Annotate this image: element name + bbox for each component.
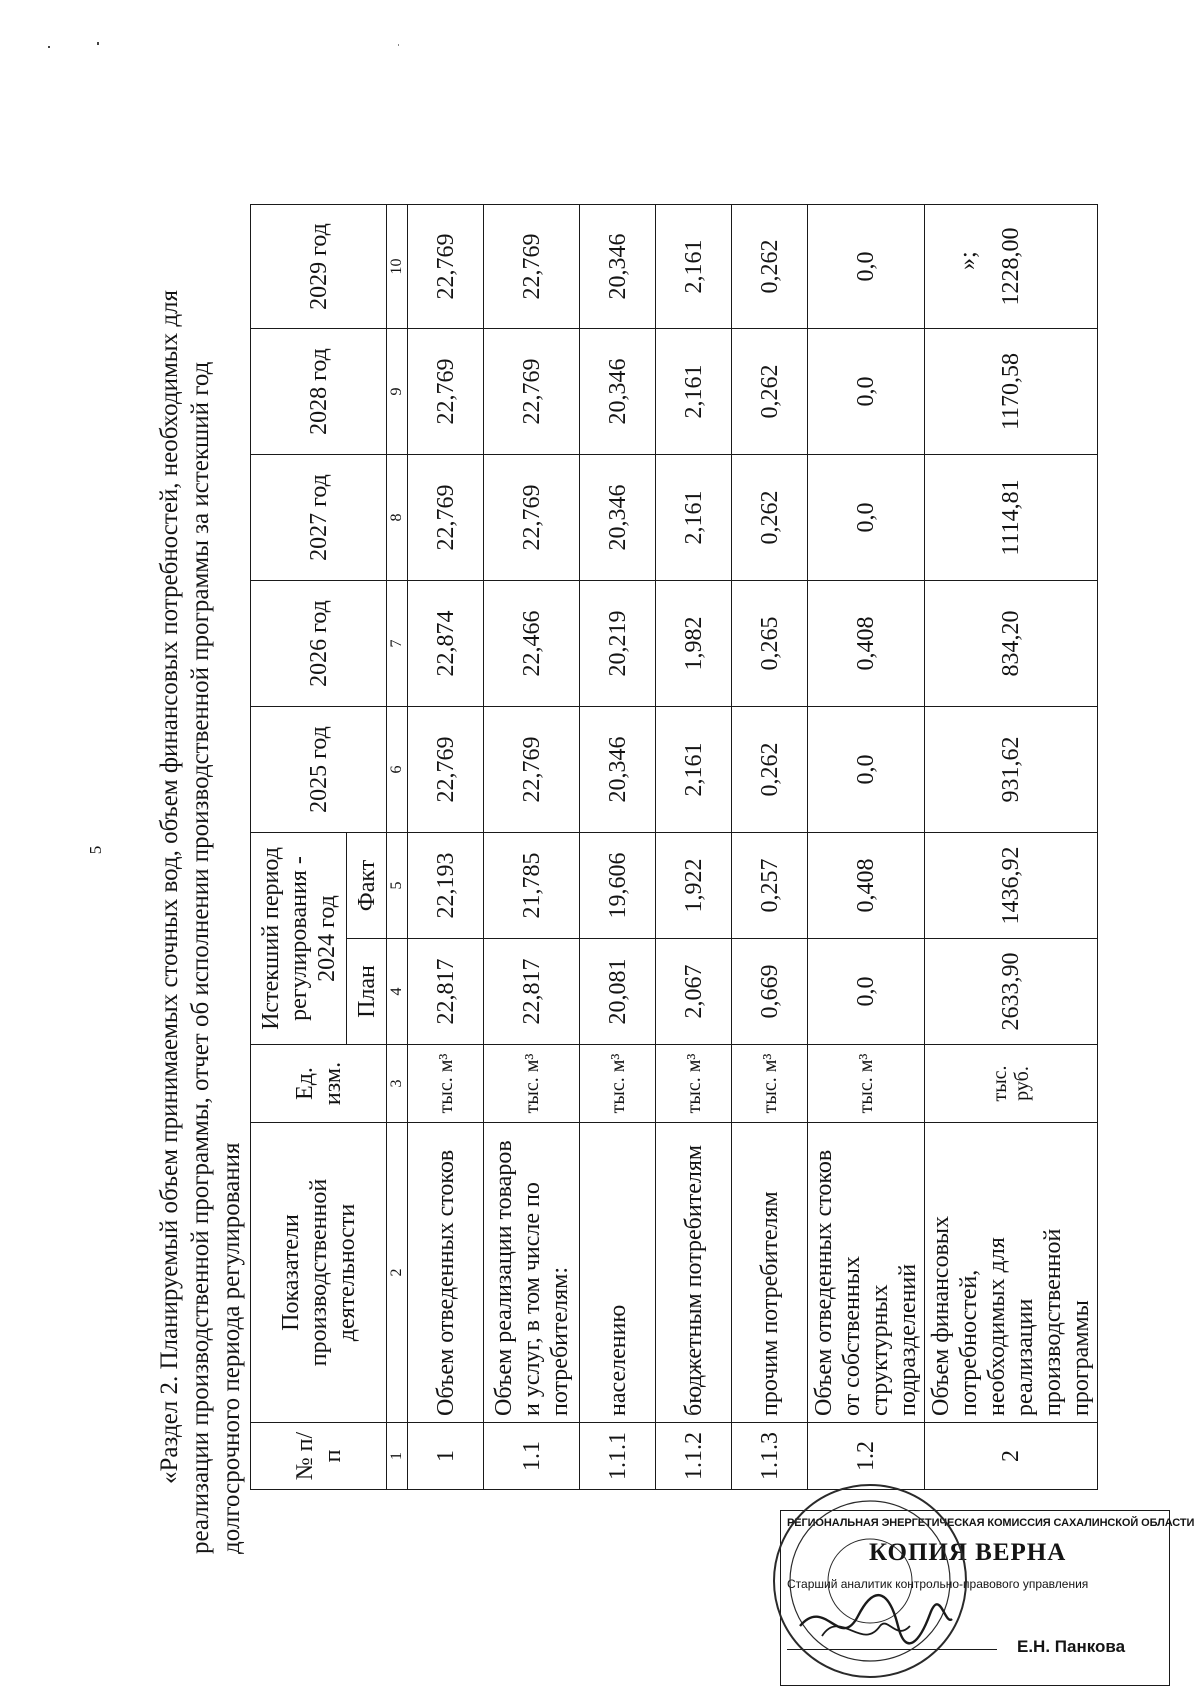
row-unit: тыс. м³ bbox=[656, 1045, 732, 1123]
cell-2026: 1,982 bbox=[656, 580, 732, 706]
certification-stamp bbox=[780, 1510, 1195, 1686]
cell-2025: 2,161 bbox=[656, 706, 732, 832]
row-unit: тыс. м³ bbox=[580, 1045, 656, 1123]
header-year-2025: 2025 год bbox=[251, 706, 387, 832]
header-unit: Ед. изм. bbox=[251, 1045, 387, 1123]
page-number: 5 bbox=[86, 845, 105, 855]
closing-quote-mark: »; bbox=[955, 251, 981, 270]
rotated-content bbox=[110, 90, 1094, 1610]
cell-plan: 2633,90 bbox=[925, 939, 1098, 1045]
column-number: 4 bbox=[387, 939, 408, 1045]
table-row bbox=[925, 204, 1098, 1489]
header-num: № п/п bbox=[251, 1423, 387, 1490]
cell-2028: 2,161 bbox=[656, 328, 732, 454]
stamp-position: Старший аналитик контрольно-правового управления bbox=[787, 1577, 1089, 1591]
cell-2027: 0,0 bbox=[808, 454, 925, 580]
row-indicator: прочим потребителям bbox=[732, 1123, 808, 1423]
table-row bbox=[484, 204, 580, 1489]
row-indicator: Объем отведенных стоков от собственных структурных подразделений bbox=[808, 1123, 925, 1423]
section-heading bbox=[154, 154, 247, 1554]
cell-plan: 20,081 bbox=[580, 939, 656, 1045]
row-num: 1.1 bbox=[484, 1423, 580, 1490]
cell-2026: 0,408 bbox=[808, 580, 925, 706]
cell-2029: 20,346 bbox=[580, 204, 656, 328]
cell-2029: 22,769 bbox=[408, 204, 484, 328]
cell-2027: 20,346 bbox=[580, 454, 656, 580]
column-number-row bbox=[387, 204, 408, 1489]
stamp-organization: РЕГИОНАЛЬНАЯ ЭНЕРГЕТИЧЕСКАЯ КОМИССИЯ САХАЛИНСКОЙ ОБЛАСТИ bbox=[787, 1517, 1195, 1529]
cell-fact: 22,193 bbox=[408, 832, 484, 938]
row-unit: тыс. м³ bbox=[808, 1045, 925, 1123]
section-heading-line: «Раздел 2. Планируемый объем принимаемых сточных вод, объем финансовых потребностей, необходимых для bbox=[156, 289, 183, 1484]
column-number: 9 bbox=[387, 328, 408, 454]
cell-2026: 0,265 bbox=[732, 580, 808, 706]
table-row bbox=[656, 204, 732, 1489]
cell-2027: 22,769 bbox=[408, 454, 484, 580]
cell-2027: 0,262 bbox=[732, 454, 808, 580]
section-heading-line: долгосрочного периода регулирования bbox=[218, 1142, 245, 1554]
cell-2026: 22,466 bbox=[484, 580, 580, 706]
row-indicator: Объем отведенных стоков bbox=[408, 1123, 484, 1423]
cell-2028: 1170,58 bbox=[925, 328, 1098, 454]
row-indicator: Объем финансовых потребностей, необходимых для реализации производственной программы bbox=[925, 1123, 1098, 1423]
cell-2028: 22,769 bbox=[484, 328, 580, 454]
cell-2026: 22,874 bbox=[408, 580, 484, 706]
cell-2028: 22,769 bbox=[408, 328, 484, 454]
cell-2029: 0,0 bbox=[808, 204, 925, 328]
row-num: 1.2 bbox=[808, 1423, 925, 1490]
header-year-2026: 2026 год bbox=[251, 580, 387, 706]
cell-plan: 2,067 bbox=[656, 939, 732, 1045]
cell-2025: 20,346 bbox=[580, 706, 656, 832]
cell-plan: 0,0 bbox=[808, 939, 925, 1045]
cell-fact: 21,785 bbox=[484, 832, 580, 938]
row-unit: тыс. м³ bbox=[484, 1045, 580, 1123]
cell-2028: 0,0 bbox=[808, 328, 925, 454]
header-year-2027: 2027 год bbox=[251, 454, 387, 580]
table-row bbox=[580, 204, 656, 1489]
table-row bbox=[808, 204, 925, 1489]
cell-plan: 22,817 bbox=[408, 939, 484, 1045]
cell-plan: 22,817 bbox=[484, 939, 580, 1045]
row-num: 1.1.2 bbox=[656, 1423, 732, 1490]
row-num: 1 bbox=[408, 1423, 484, 1490]
section-heading-line: реализации производственной программы, отчет об исполнении производственной программы за истекший год bbox=[187, 361, 214, 1554]
column-number: 8 bbox=[387, 454, 408, 580]
cell-2029: 0,262 bbox=[732, 204, 808, 328]
header-plan: План bbox=[347, 939, 387, 1045]
column-number: 5 bbox=[387, 832, 408, 938]
column-number: 3 bbox=[387, 1045, 408, 1123]
header-year-2029: 2029 год bbox=[251, 204, 387, 328]
cell-2028: 0,262 bbox=[732, 328, 808, 454]
cell-2025: 22,769 bbox=[484, 706, 580, 832]
cell-2029: 22,769 bbox=[484, 204, 580, 328]
header-fact: Факт bbox=[347, 832, 387, 938]
row-num: 1.1.1 bbox=[580, 1423, 656, 1490]
row-num: 2 bbox=[925, 1423, 1098, 1490]
row-unit: тыс. руб. bbox=[925, 1045, 1098, 1123]
column-number: 1 bbox=[387, 1423, 408, 1490]
row-indicator: населению bbox=[580, 1123, 656, 1423]
row-indicator: бюджетным потребителям bbox=[656, 1123, 732, 1423]
cell-2027: 2,161 bbox=[656, 454, 732, 580]
cell-2025: 931,62 bbox=[925, 706, 1098, 832]
cell-2025: 0,262 bbox=[732, 706, 808, 832]
cell-2026: 834,20 bbox=[925, 580, 1098, 706]
header-year-2028: 2028 год bbox=[251, 328, 387, 454]
column-number: 7 bbox=[387, 580, 408, 706]
cell-2026: 20,219 bbox=[580, 580, 656, 706]
cell-2027: 1114,81 bbox=[925, 454, 1098, 580]
cell-fact: 1,922 bbox=[656, 832, 732, 938]
row-indicator: Объем реализации товаров и услуг, в том числе по потребителям: bbox=[484, 1123, 580, 1423]
row-unit: тыс. м³ bbox=[732, 1045, 808, 1123]
row-num: 1.1.3 bbox=[732, 1423, 808, 1490]
cell-2029: 2,161 bbox=[656, 204, 732, 328]
cell-fact: 0,408 bbox=[808, 832, 925, 938]
scan-speck bbox=[97, 42, 99, 45]
production-program-table bbox=[250, 204, 1098, 1490]
cell-2028: 20,346 bbox=[580, 328, 656, 454]
column-number: 10 bbox=[387, 204, 408, 328]
cell-2027: 22,769 bbox=[484, 454, 580, 580]
stamp-title: КОПИЯ ВЕРНА bbox=[869, 1539, 1067, 1566]
signature-line bbox=[787, 1649, 997, 1650]
table-row bbox=[732, 204, 808, 1489]
scan-speck bbox=[48, 46, 50, 48]
cell-2029: 1228,00 bbox=[925, 204, 1098, 328]
cell-2025: 22,769 bbox=[408, 706, 484, 832]
cell-fact: 0,257 bbox=[732, 832, 808, 938]
cell-fact: 1436,92 bbox=[925, 832, 1098, 938]
column-number: 6 bbox=[387, 706, 408, 832]
row-unit: тыс. м³ bbox=[408, 1045, 484, 1123]
scan-speck bbox=[398, 44, 399, 46]
cell-plan: 0,669 bbox=[732, 939, 808, 1045]
header-indicator: Показатели производственной деятельности bbox=[251, 1123, 387, 1423]
column-number: 2 bbox=[387, 1123, 408, 1423]
header-period: Истекший период регулирования - 2024 год bbox=[251, 832, 347, 1044]
stamp-signer-name: Е.Н. Панкова bbox=[1017, 1637, 1126, 1656]
cell-2025: 0,0 bbox=[808, 706, 925, 832]
table-row bbox=[408, 204, 484, 1489]
cell-fact: 19,606 bbox=[580, 832, 656, 938]
